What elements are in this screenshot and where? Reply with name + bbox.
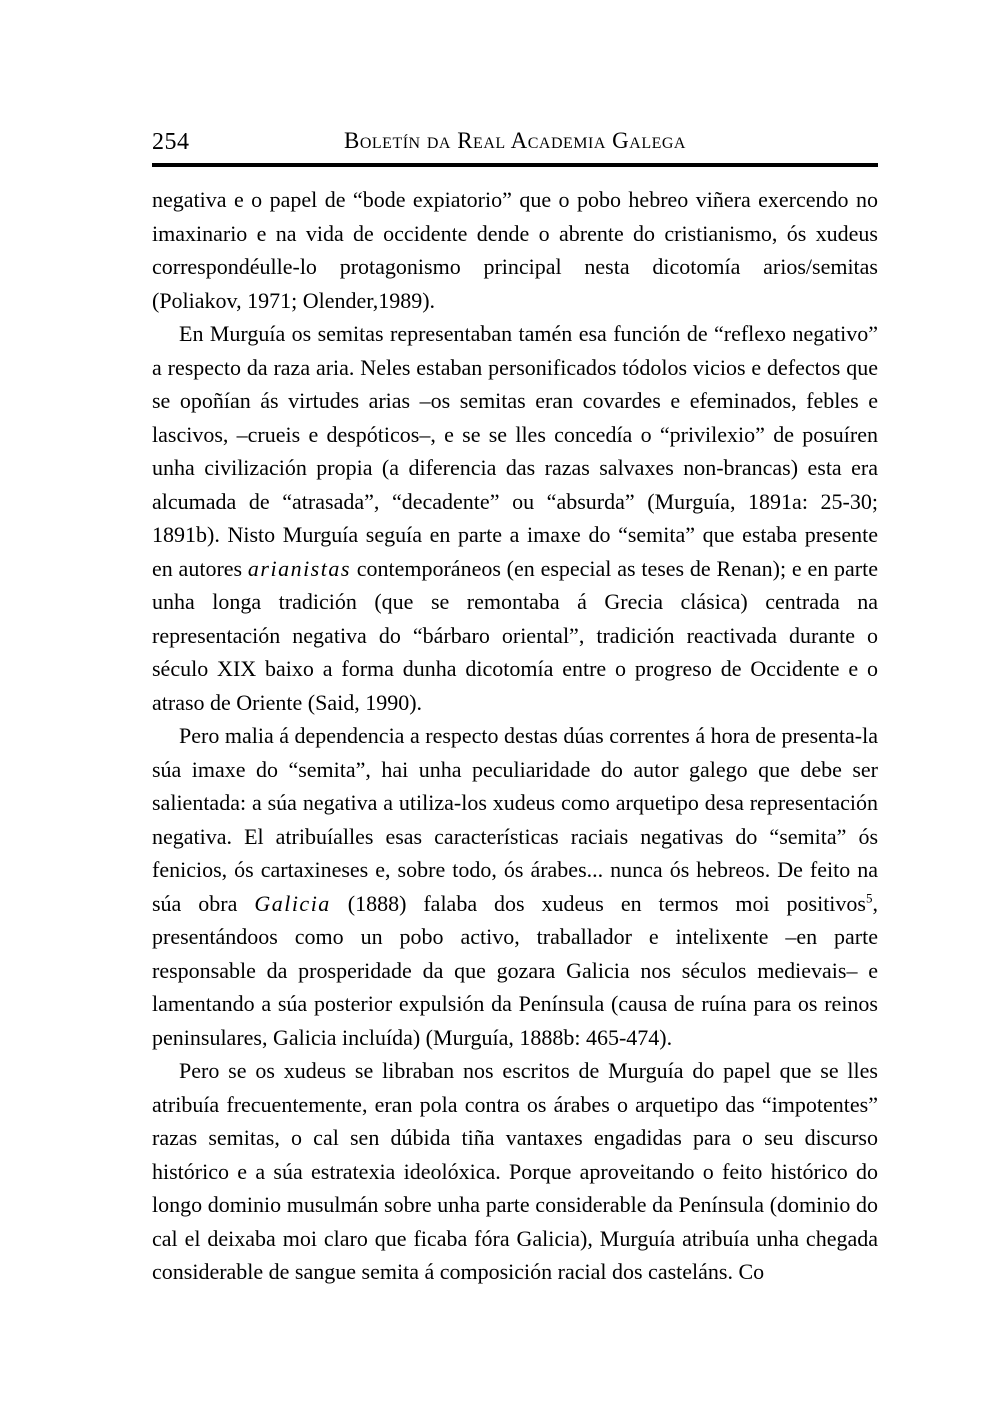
page-number: 254	[152, 129, 190, 155]
journal-title: Boletín da Real Academia Galega	[344, 128, 686, 153]
italic-text-run: arianistas	[247, 555, 351, 581]
paragraph	[152, 183, 878, 317]
footnote-reference: 5	[866, 890, 873, 906]
text-run: En Murguía os semitas representaban tamén esa función de “reflexo negativo” a respecto da raza aria. Neles estaban personificados tódolos vicios e defectos que se opoñían ás virtudes arias –os semitas eran covardes e efeminados, febles e lascivos, –crueis e despóticos–, e se se lles concedía o “privilexio” de posuíren unha civilización propia (a diferencia das razas salvaxes non-brancas) esta era alcumada de “atrasada”, “decadente” ou “absurda” (Murguía, 1891a: 25-30; 1891b). Nisto Murguía seguía en parte a imaxe do “semita” que estaba presente en autores	[152, 321, 878, 581]
document-page	[152, 128, 878, 1289]
text-run: contemporáneos (en especial as teses de Renan); e en parte unha longa tradición (que se remontaba á Grecia clásica) centrada na representación negativa do “bárbaro oriental”, tradición reactivada durante o século XIX baixo a forma dunha dicotomía entre o progreso de Occidente e o atraso de Oriente (Said, 1990).	[152, 555, 878, 715]
paragraph	[152, 317, 878, 719]
text-run: negativa e o papel de “bode expiatorio” que o pobo hebreo viñera exercendo no imaxinario e na vida de occidente dende o abrente do cristianismo, ós xudeus correspondéulle-lo protagonismo principal nesta dicotomía arios/semitas (Poliakov, 1971; Olender,1989).	[152, 187, 878, 313]
text-run: , presentándoos como un pobo activo, traballador e intelixente –en parte responsable da prosperidade da que gozara Galicia nos séculos medievais– e lamentando a súa posterior expulsión da Península (causa de ruína para os reinos peninsulares, Galicia incluída) (Murguía, 1888b: 465-474).	[152, 890, 878, 1050]
italic-text-run: Galicia	[254, 890, 331, 916]
text-run: Pero malia á dependencia a respecto destas dúas correntes á hora de presenta-la súa imaxe do “semita”, hai unha peculiaridade do autor galego que debe ser salientada: a súa negativa a utiliza-los xudeus como arquetipo desa representación negativa. El atribuíalles esas características raciais negativas do “semita” ós fenicios, ós cartaxineses e, sobre todo, ós árabes... nunca ós hebreos. De feito na súa obra	[152, 723, 878, 916]
text-run: Pero se os xudeus se libraban nos escritos de Murguía do papel que se lles atribuía frecuentemente, eran pola contra os árabes o arquetipo das “impotentes” razas semitas, o cal sen dúbida tiña vantaxes engadidas para o seu discurso histórico e a súa estratexia ideolóxica. Porque aproveitando o feito histórico do longo dominio musulmán sobre unha parte considerable da Península (dominio do cal el deixaba moi claro que ficaba fóra Galicia), Murguía atribuía unha chegada considerable de sangue semita á composición racial dos casteláns. Co	[152, 1058, 878, 1284]
paragraph	[152, 1054, 878, 1289]
paragraph	[152, 719, 878, 1054]
text-run: (1888) falaba dos xudeus en termos moi positivos	[330, 890, 866, 916]
page-header	[152, 128, 878, 167]
body-text	[152, 183, 878, 1289]
